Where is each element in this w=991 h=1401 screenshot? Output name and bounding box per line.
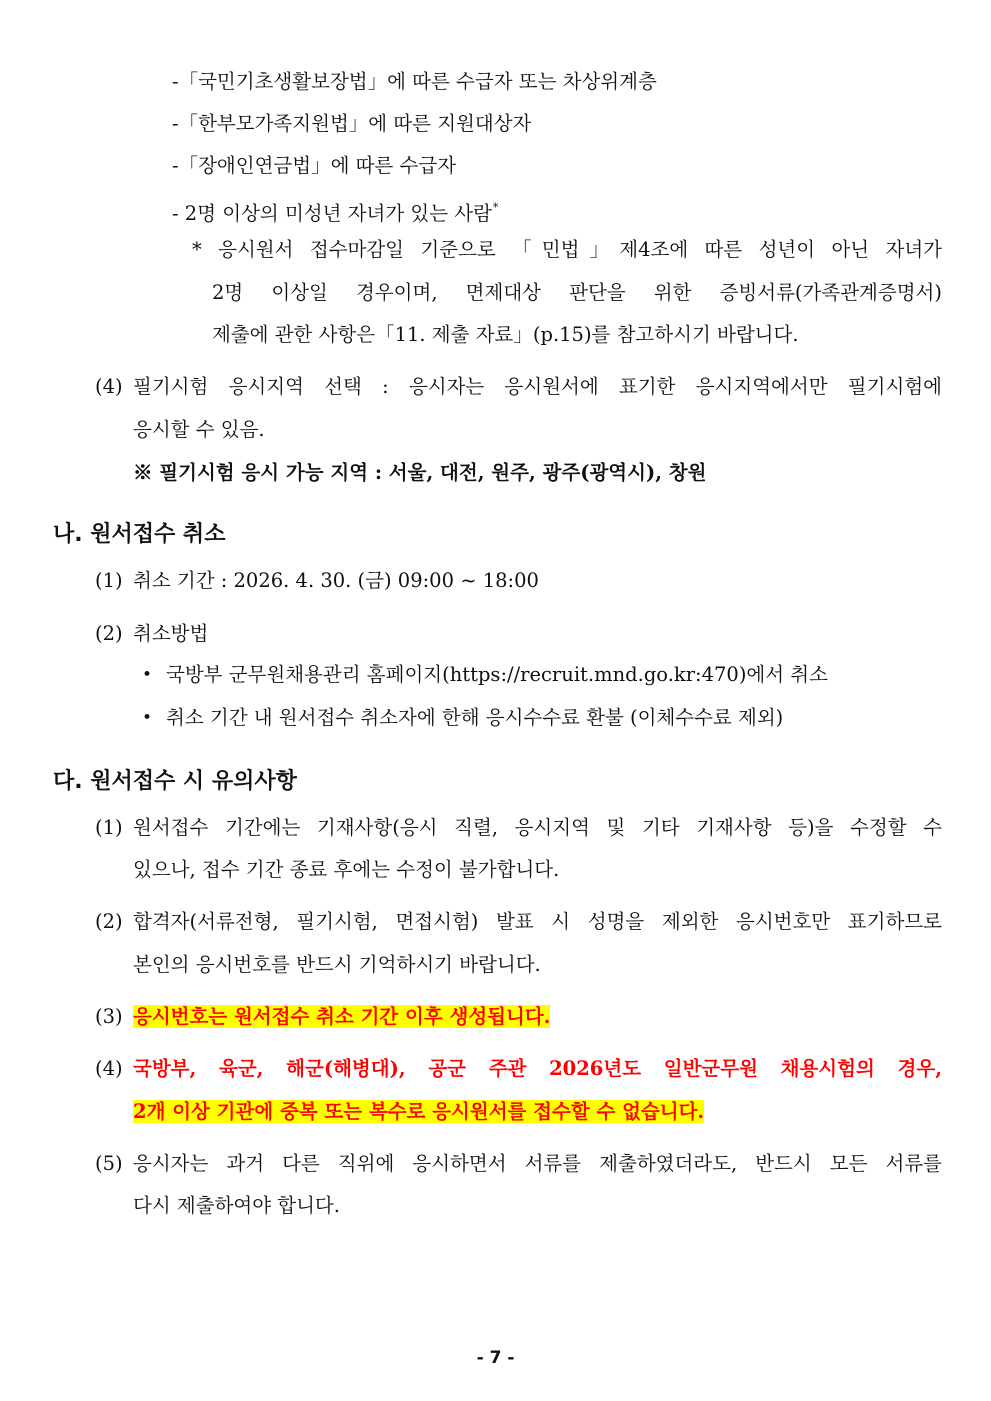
footnote-line: 2명 이상일 경우이며, 면제대상 판단을 위한 증빙서류(가족관계증명서) [212, 281, 942, 304]
item-number: (4) [95, 375, 123, 398]
paragraph-line: 응시할 수 있음. [133, 418, 265, 441]
item-number: (1) [95, 569, 123, 592]
bullet-item: 취소 기간 내 원서접수 취소자에 한해 응시수수료 환불 (이체수수료 제외) [166, 706, 784, 729]
section-heading: 나. 원서접수 취소 [53, 522, 226, 547]
item-number: (2) [95, 622, 123, 645]
page-number: - 7 - [476, 1348, 515, 1368]
paragraph-line: 필기시험 응시지역 선택 : 응시자는 응시원서에 표기한 응시지역에서만 필기시험에 [133, 375, 942, 398]
paragraph-line: 응시자는 과거 다른 직위에 응시하면서 서류를 제출하였더라도, 반드시 모든 서류를 [133, 1152, 942, 1175]
warning-line [133, 1004, 550, 1030]
cancel-method-label: 취소방법 [133, 622, 209, 645]
eligibility-item: -「국민기초생활보장법」에 따른 수급자 또는 차상위계층 [172, 70, 657, 93]
eligibility-item [172, 195, 498, 227]
highlighted-warning: 응시번호는 원서접수 취소 기간 이후 생성됩니다. [133, 1005, 551, 1028]
exam-regions-note: ※ 필기시험 응시 가능 지역 : 서울, 대전, 원주, 광주(광역시), 창원 [133, 461, 707, 484]
bullet-icon: • [142, 665, 153, 685]
eligibility-item: -「한부모가족지원법」에 따른 지원대상자 [172, 112, 532, 135]
item-number: (3) [95, 1005, 123, 1028]
footnote-line: * 응시원서 접수마감일 기준으로 「민법」제4조에 따른 성년이 아닌 자녀가 [192, 238, 942, 261]
warning-line [133, 1099, 704, 1125]
bullet-icon: • [142, 708, 153, 728]
eligibility-item: -「장애인연금법」에 따른 수급자 [172, 154, 457, 177]
paragraph-line: 원서접수 기간에는 기재사항(응시 직렬, 응시지역 및 기타 기재사항 등)을 수정할 수 [133, 816, 942, 839]
footnote-line: 제출에 관한 사항은「11. 제출 자료」(p.15)를 참고하시기 바랍니다. [212, 323, 799, 346]
cancel-period: 취소 기간 : 2026. 4. 30. (금) 09:00 ~ 18:00 [133, 569, 539, 592]
paragraph-line: 본인의 응시번호를 반드시 기억하시기 바랍니다. [133, 953, 541, 976]
item-number: (5) [95, 1152, 123, 1175]
section-heading: 다. 원서접수 시 유의사항 [53, 769, 297, 794]
paragraph-line: 합격자(서류전형, 필기시험, 면접시험) 발표 시 성명을 제외한 응시번호만 표기하므로 [133, 910, 942, 933]
item-number: (1) [95, 816, 123, 839]
item-number: (4) [95, 1057, 123, 1080]
item-number: (2) [95, 910, 123, 933]
paragraph-line: 있으나, 접수 기간 종료 후에는 수정이 불가합니다. [133, 858, 560, 881]
paragraph-line: 다시 제출하여야 합니다. [133, 1194, 340, 1217]
eligibility-item-text: - 2명 이상의 미성년 자녀가 있는 사람 [172, 202, 492, 225]
footnote-asterisk: * [492, 201, 499, 214]
highlighted-warning: 2개 이상 기관에 중복 또는 복수로 응시원서를 접수할 수 없습니다. [133, 1100, 705, 1123]
warning-line: 국방부, 육군, 해군(해병대), 공군 주관 2026년도 일반군무원 채용시험의 경우, [133, 1057, 942, 1080]
bullet-item: 국방부 군무원채용관리 홈페이지(https://recruit.mnd.go.kr:470)에서 취소 [166, 663, 828, 686]
